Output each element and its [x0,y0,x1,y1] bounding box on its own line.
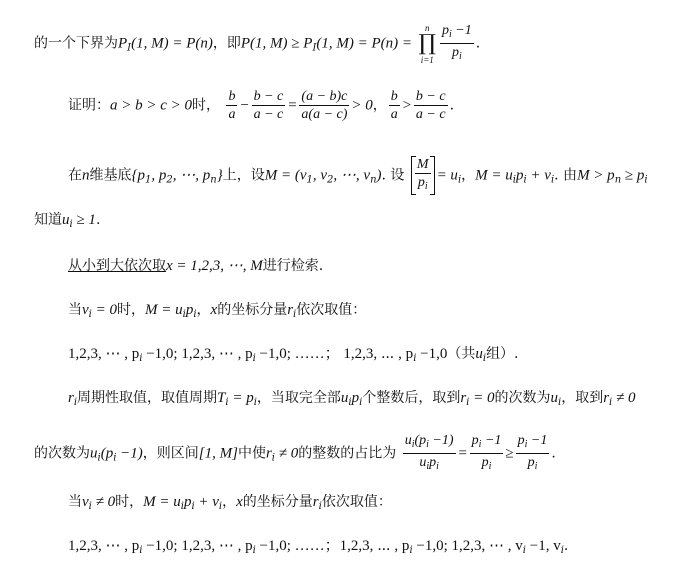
math: + v [526,167,551,184]
math: = p [228,390,254,406]
text: 知道 [34,212,62,228]
math: p [183,494,192,510]
fraction: $\frac{p_i -1}{p_i}$ [471,433,502,472]
line-sequence-2 [68,536,568,561]
text: . 由 [554,167,578,184]
math-sub: 1 [145,174,152,186]
math: u [475,346,483,362]
text: . [95,212,101,228]
math: 1,2,3, ⋯ , p [68,538,140,554]
math: M = u [143,494,181,510]
math: −1) [116,445,143,462]
math: (1, M) = P(n) [131,35,213,52]
math-sub: i [252,353,256,364]
math-sub: i [523,174,527,186]
math: {p [131,167,145,184]
text: 时， [115,494,144,510]
math-sub: i [609,397,613,408]
math: > [401,97,412,114]
math: > 0 [351,97,373,114]
math: (p [100,445,114,462]
product-operator: n ∏ i=1 [418,22,436,65]
text: 组）. [486,346,519,362]
fraction: $\frac{(a - b)c}{a(a - c)}$ [301,89,348,122]
math-sub: i [73,397,78,408]
math-sub: 2 [327,174,334,186]
math: (1, M) = P(n) = [316,35,413,52]
text: 时， [192,97,221,114]
math: − [239,97,250,114]
fraction: $\frac{p_i -1}{p_i}$ [442,23,472,62]
math: P [118,35,128,52]
math: u [340,390,349,406]
text: ，取到 [561,390,604,406]
line-lower-bound [34,22,480,65]
math: M > p [577,167,615,184]
math-sub: i [139,353,143,364]
text: 进行检索. [262,258,324,274]
text: 周期性取值，取值周期 [77,390,218,406]
math: ) [376,167,382,184]
text: . [551,445,556,462]
math-sub: i [252,545,256,556]
math-sub: i [482,353,487,364]
math-sub: i [139,545,143,556]
math-sub: i [522,545,526,556]
math-sub: i [560,545,564,556]
text: 证明： [68,97,110,114]
math: r [460,390,467,406]
math-sub: i [550,174,555,186]
math: + v [194,494,219,510]
math: ≥ p [621,167,645,184]
math: } [216,167,223,184]
math-sub: i [225,397,229,408]
text: ，即 [212,35,241,52]
text: ，则区间 [142,445,199,462]
text: 依次取值： [296,302,367,318]
line-sequence-1 [68,344,519,369]
math: ≠ 0 [91,494,116,510]
line-periodic [68,388,635,413]
math: −1, v [525,538,561,554]
math: u [62,212,70,228]
math: −1,0; ……； 1,2,3, ⋯ , p [255,346,414,362]
math-sub: i [318,501,322,512]
text: . [475,35,481,52]
line-basis [68,156,648,195]
math: = [457,445,468,462]
math-sub: i [413,353,417,364]
math: n [82,167,90,184]
math-sub: i [457,174,462,186]
math-sub: I [312,42,317,54]
math: u [90,445,98,462]
math: u [550,390,558,406]
math-sub: I [127,42,132,54]
math: p [351,390,360,406]
math-sub: i [466,397,470,408]
math: , v [312,167,328,184]
math: x [210,302,218,318]
math: 1,2,3, ⋯ , p [68,346,140,362]
text: 的次数为 [494,390,551,406]
math: r [68,390,74,406]
fraction: $\frac{p_i -1}{p_i}$ [517,433,548,472]
math-sub: i [253,397,257,408]
text: 的整数的占比为 [298,445,397,462]
math-sub: i [113,452,117,464]
math-sub: i [69,219,73,230]
math: r [312,494,319,510]
math-sub: i [88,309,92,320]
text: 中使 [237,445,266,462]
math: P(1, M) ≥ P [240,35,313,52]
math-sub: i [182,309,186,320]
text: 的一个下界为 [34,35,118,52]
math: p [185,302,194,318]
math: , ⋯, v [333,167,371,184]
math: r [265,445,272,462]
math-sub: i [512,174,516,186]
math-sub: i [193,309,197,320]
text: （共 [447,346,476,362]
text: 依次取值： [321,494,392,510]
math: −1,0; 1,2,3, ⋯ , v [412,538,523,554]
text: . 设 [381,167,405,184]
math: v [82,302,89,318]
fraction: $\frac{u_i(p_i -1)}{u_ip_i}$ [404,433,454,472]
math: , ⋯, p [172,167,211,184]
underlined-text: 从小到大依次取 [68,258,166,274]
math-sub: i [644,174,648,186]
fraction: $\frac{b - c}{a - c}$ [253,89,284,122]
math-sub: n [370,174,377,186]
math: r [603,390,610,406]
math-sub: 1 [306,174,313,186]
math-sub: i [218,501,223,512]
math: = 0 [91,302,117,318]
math-sub: n [210,174,217,186]
math: a > b > c > 0 [110,97,193,114]
math-sub: i [271,452,275,464]
math: ≠ 0 [275,445,299,462]
text: 个整数后，取到 [362,390,461,406]
math-sub: i [293,309,297,320]
text: 维基底 [89,167,132,184]
text: 的坐标分量 [242,494,313,510]
math: ≥ [505,445,514,462]
math: M = (v [264,167,307,184]
fraction: $\frac{b}{a}$ [390,89,398,122]
text: 当 [68,494,82,510]
math-sub: i [359,397,363,408]
math-sub: i [191,501,195,512]
math: [1, M] [198,445,238,462]
math-sub: i [558,397,562,408]
math: −1,0 [416,346,448,362]
math: T [217,390,226,406]
math: −1,0; 1,2,3, ⋯ , p [142,346,253,362]
math: r [287,302,294,318]
text: ， [461,167,476,184]
text: . [563,538,569,554]
math: M = u [145,302,183,318]
line-know-u [34,210,100,235]
text: ， [196,302,211,318]
text: 的坐标分量 [217,302,288,318]
text: 时， [117,302,145,318]
math: M = u [475,167,513,184]
math-sub: n [614,174,622,186]
line-case-v-zero [68,300,366,325]
text: . [449,97,455,114]
math-sub: i [88,501,92,512]
text: ，当取完全部 [256,390,341,406]
math-sub: i [409,545,413,556]
math: , p [151,167,167,184]
math-sub: i [180,501,184,512]
math: x = 1,2,3, ⋯, M [166,258,263,274]
math: = [287,97,298,114]
math: p [515,167,524,184]
math: ≥ 1 [72,212,96,228]
math: −1,0; ……；1,2,3, ⋯ , p [255,538,410,554]
line-proof [68,88,454,123]
math: −1,0; 1,2,3, ⋯ , p [142,538,253,554]
math-sub: i [97,452,101,464]
text: 的次数为 [34,445,90,462]
math: v [82,494,89,510]
line-case-v-nonzero [68,492,392,517]
text: 上，设 [222,167,265,184]
text: 当 [68,302,82,318]
math: = 0 [469,390,495,406]
fraction: $\frac{b - c}{a - c}$ [415,89,446,122]
line-search [68,256,323,276]
text: ， [222,494,237,510]
math-sub: 2 [166,174,173,186]
math: ≠ 0 [612,390,636,406]
text: ， [372,97,387,114]
math-sub: i [348,397,352,408]
line-ratio [34,432,556,475]
math: = u [436,167,458,184]
math: x [236,494,243,510]
text: 在 [68,167,82,184]
floor-bracket-fraction: $\frac{M}{p_i}$ [411,156,435,195]
fraction: $\frac{b}{a}$ [228,89,236,122]
